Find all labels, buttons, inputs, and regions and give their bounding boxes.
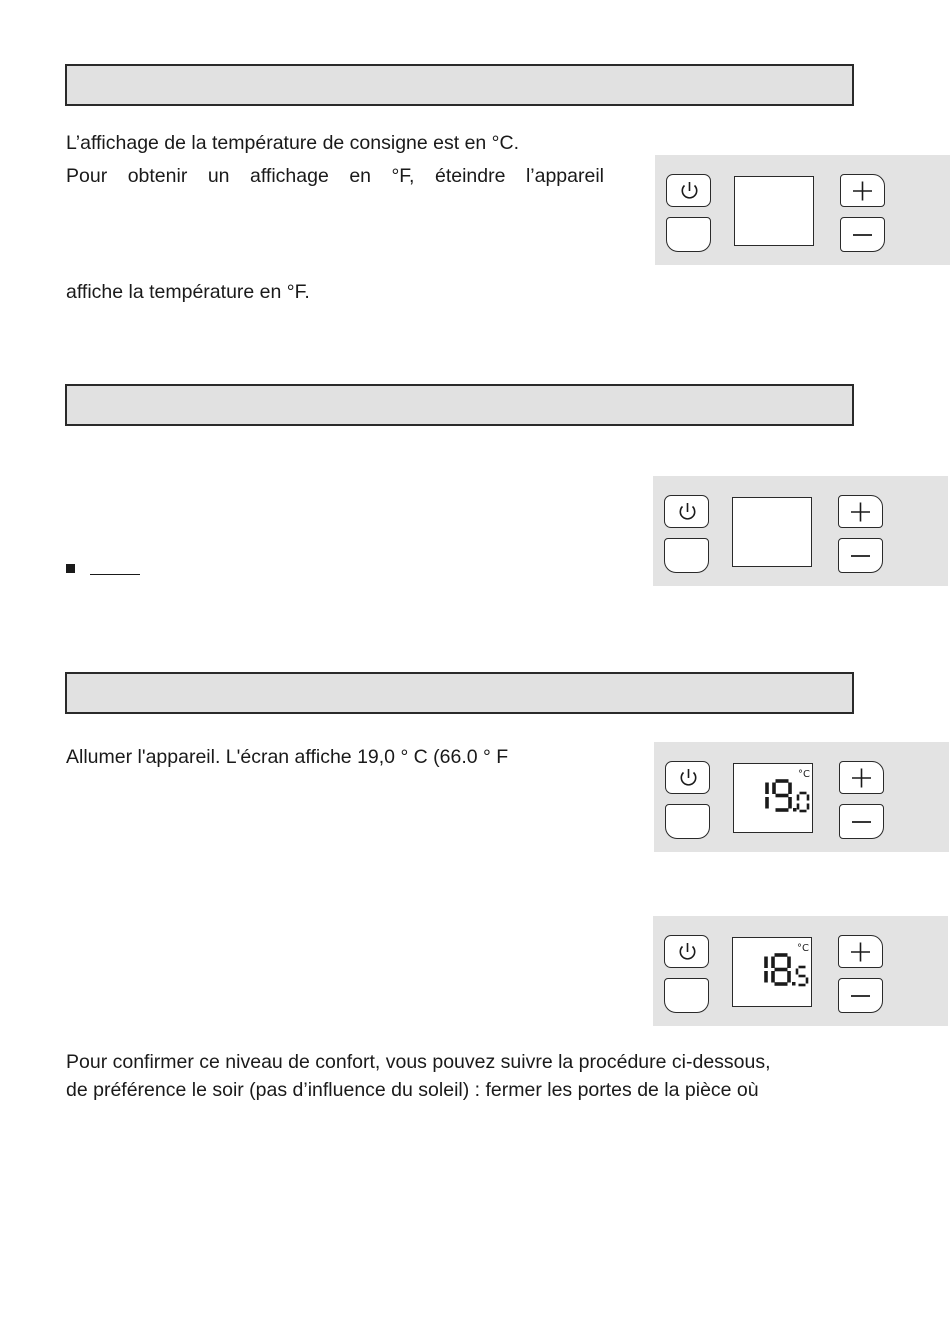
power-button[interactable] [665,761,710,794]
minus-button[interactable] [839,804,884,839]
mode-button[interactable] [666,217,711,252]
plus-button[interactable] [839,761,884,794]
lcd-digit [797,967,807,985]
minus-button[interactable] [838,978,883,1013]
lcd-screen [734,176,814,246]
section-header-1 [65,64,854,106]
minus-icon [839,539,884,574]
control-panel [653,476,948,586]
mode-button[interactable] [664,538,709,573]
paragraph-line: affiche la température en °F. [66,281,310,303]
section-header-2 [65,384,854,426]
lcd-decimal-point [792,982,796,986]
paragraph-line: de préférence le soir (pas d’influence du soleil) : fermer les portes de la pièce où [66,1079,759,1101]
plus-icon [841,175,886,208]
bullet-square [66,564,75,573]
plus-button[interactable] [838,935,883,968]
plus-button[interactable] [838,495,883,528]
power-button[interactable] [664,495,709,528]
paragraph-line: Pour confirmer ce niveau de confort, vous pouvez suivre la procédure ci-dessous, [66,1051,771,1073]
control-panel [653,916,948,1026]
lcd-unit: °C [798,769,810,780]
plus-icon [840,762,885,795]
plus-icon [839,936,884,969]
minus-icon [839,979,884,1014]
power-button[interactable] [664,935,709,968]
plus-button[interactable] [840,174,885,207]
lcd-screen [733,763,813,833]
lcd-display [734,764,812,832]
paragraph-line: Pour obtenir un affichage en °F, éteindre l’appareil [66,165,604,187]
power-icon [667,175,712,208]
control-panel [654,742,949,852]
power-icon [665,496,710,529]
power-icon [665,936,710,969]
mode-button[interactable] [665,804,710,839]
lcd-screen [732,497,812,567]
lcd-digit [773,955,789,984]
lcd-digit [798,793,808,811]
mode-button[interactable] [664,978,709,1013]
minus-icon [841,218,886,253]
paragraph-line: Allumer l'appareil. L'écran affiche 19,0 ° C (66.0 ° F [66,746,509,768]
minus-button[interactable] [838,538,883,573]
minus-button[interactable] [840,217,885,252]
lcd-digit [774,781,790,810]
control-panel [655,155,950,265]
lcd-screen [732,937,812,1007]
lcd-decimal-point [793,808,797,812]
lcd-display [733,938,811,1006]
plus-icon [839,496,884,529]
minus-icon [840,805,885,840]
paragraph-line: L’affichage de la température de consigne est en °C. [66,132,519,154]
lcd-unit: °C [797,943,809,954]
underline-blank [90,574,140,575]
section-header-3 [65,672,854,714]
power-icon [666,762,711,795]
power-button[interactable] [666,174,711,207]
